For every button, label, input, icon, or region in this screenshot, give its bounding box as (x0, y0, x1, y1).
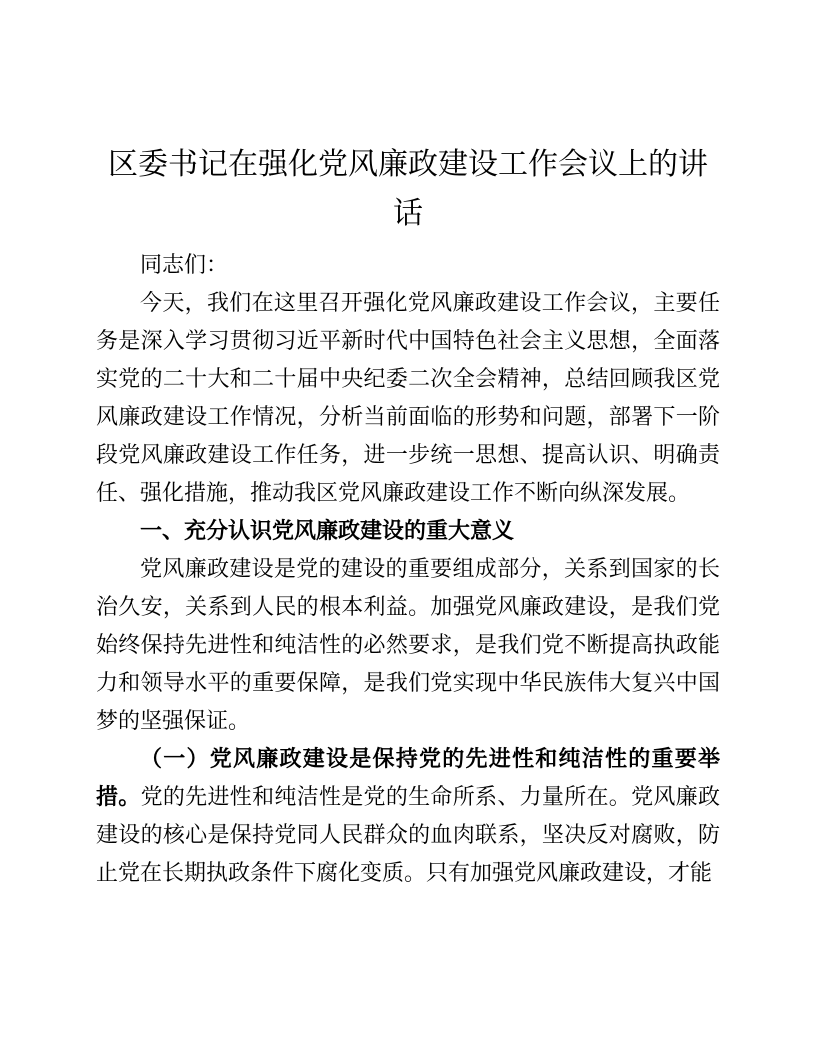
document-title: 区委书记在强化党风廉政建设工作会议上的讲话 (108, 148, 708, 230)
salutation: 同志们： (140, 252, 229, 277)
sub-section-1-text: 党的先进性和纯洁性是党的生命所系、力量所在。党风廉政建设的核心是保持党同人民群众的血肉联系，坚决反对腐败，防止党在长期执政条件下腐化变质。只有加强党风廉政建设，才能 (96, 784, 720, 885)
sub-section-1-lead: （一）党风廉政建设是保持党的先进性和纯洁性的重要举措。 (96, 746, 720, 809)
section-1-paragraph: 党风廉政建设是党的建设的重要组成部分，关系到国家的长治久安，关系到人民的根本利益。加强党风廉政建设，是我们党始终保持先进性和纯洁性的必然要求，是我们党不断提高执政能力和领导水平的重要保障，是我们党实现中华民族伟大复兴中国梦的坚强保证。 (96, 556, 720, 733)
document-body (96, 246, 720, 892)
section-1-heading: 一、充分认识党风廉政建设的重大意义 (140, 518, 515, 543)
opening-paragraph: 今天，我们在这里召开强化党风廉政建设工作会议，主要任务是深入学习贯彻习近平新时代中国特色社会主义思想，全面落实党的二十大和二十届中央纪委二次全会精神，总结回顾我区党风廉政建设工作情况，分析当前面临的形势和问题，部署下一阶段党风廉政建设工作任务，进一步统一思想、提高认识、明确责任、强化措施，推动我区党风廉政建设工作不断向纵深发展。 (96, 290, 720, 505)
sub-section-1-paragraph (96, 740, 720, 892)
